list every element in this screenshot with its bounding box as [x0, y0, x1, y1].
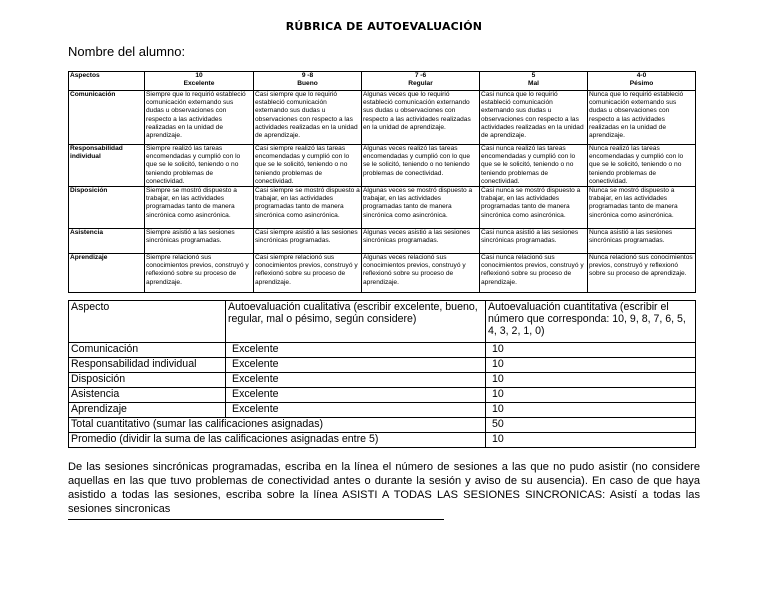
selfeval-total-row	[69, 418, 696, 433]
rubric-cell: Casi siempre asistió a las sesiones sincrónicas programadas.	[254, 229, 362, 254]
rubric-cell: Casi siempre se mostró dispuesto a trabajar, en las actividades programadas tanto de manera sincrónica como asincrónica.	[254, 187, 362, 229]
level-name: Regular	[408, 80, 433, 88]
selfeval-aspect: Responsabilidad individual	[69, 358, 226, 373]
level-score: 10	[195, 72, 203, 79]
selfeval-qualitative-field[interactable]: Excelente	[226, 358, 486, 373]
level-name: Mal	[528, 80, 539, 88]
selfeval-row-aprendizaje	[69, 403, 696, 418]
rubric-cell: Nunca realizó las tareas encomendadas y cumplió con lo que se le solicitó, teniendo o no teniendo problemas de conectividad.	[588, 145, 696, 187]
selfeval-quantitative-header: Autoevaluación cuantitativa (escribir el número que corresponda: 10, 9, 8, 7, 6, 5, 4, 3, 2, 1, 0)	[486, 301, 696, 343]
level-excelente	[145, 72, 254, 91]
rubric-cell: Nunca que lo requirió estableció comunicación externando sus dudas u observaciones con respecto a las actividades realizadas en la unidad de aprendizaje.	[588, 91, 696, 145]
level-name: Bueno	[297, 80, 318, 88]
selfeval-average-field[interactable]: 10	[486, 433, 696, 448]
instructions-paragraph: De las sesiones sincrónicas programadas, escriba en la línea el número de sesiones a las que no pudo asistir (no considere aquellas en las que tuvo problemas de conectividad antes o durante la sesión y aviso de su ausencia). En caso de que haya asistido a todas las sesiones, escriba sobre la línea ASISTI A TODAS LAS SESIONES SINCRONICAS: Asistí a todas las sesiones sincronicas	[68, 461, 700, 515]
selfeval-average-row	[69, 433, 696, 448]
rubric-cell: Siempre asistió a las sesiones sincrónicas programadas.	[145, 229, 254, 254]
rubric-aspect: Asistencia	[69, 229, 145, 254]
rubric-table	[68, 71, 696, 293]
rubric-cell: Algunas veces relacionó sus conocimientos previos, construyó y reflexionó sobre su proceso de aprendizaje.	[362, 254, 480, 293]
rubric-cell: Casi nunca realizó las tareas encomendadas y cumplió con lo que se le solicitó, teniendo o no teniendo problemas de conectividad.	[480, 145, 588, 187]
level-regular	[362, 72, 480, 91]
rubric-row-comunicacion	[69, 91, 696, 145]
answer-line[interactable]	[68, 519, 444, 520]
level-score: 9 -8	[301, 72, 314, 79]
rubric-row-disposicion	[69, 187, 696, 229]
rubric-row-asistencia	[69, 229, 696, 254]
level-bueno	[254, 72, 362, 91]
rubric-cell: Algunas veces realizó las tareas encomendadas y cumplió con lo que se le solicitó, teniendo o no teniendo problemas de conectividad.	[362, 145, 480, 187]
selfeval-quantitative-field[interactable]: 10	[486, 373, 696, 388]
rubric-aspect: Disposición	[69, 187, 145, 229]
rubric-cell: Siempre relacionó sus conocimientos previos, construyó y reflexionó sobre su proceso de aprendizaje.	[145, 254, 254, 293]
rubric-row-responsabilidad	[69, 145, 696, 187]
rubric-cell: Algunas veces que lo requirió estableció comunicación externando sus dudas u observaciones con respecto a las actividades realizadas en la unidad de aprendizaje.	[362, 91, 480, 145]
rubric-cell: Algunas veces se mostró dispuesto a trabajar, en las actividades programadas tanto de manera sincrónica como asincrónica.	[362, 187, 480, 229]
selfeval-row-asistencia	[69, 388, 696, 403]
selfeval-qualitative-field[interactable]: Excelente	[226, 388, 486, 403]
rubric-cell: Casi nunca se mostró dispuesto a trabajar, en las actividades programadas tanto de manera sincrónica como asincrónica.	[480, 187, 588, 229]
selfeval-qualitative-field[interactable]: Excelente	[226, 403, 486, 418]
selfeval-aspect: Aprendizaje	[69, 403, 226, 418]
selfeval-row-disposicion	[69, 373, 696, 388]
rubric-cell: Casi siempre que lo requirió estableció comunicación externando sus dudas u observaciones con respecto a las actividades realizadas en la unidad de aprendizaje.	[254, 91, 362, 145]
selfeval-qualitative-field[interactable]: Excelente	[226, 343, 486, 358]
rubric-cell: Casi nunca asistió a las sesiones sincrónicas programadas.	[480, 229, 588, 254]
selfeval-aspect: Comunicación	[69, 343, 226, 358]
selfeval-qualitative-header: Autoevaluación cualitativa (escribir excelente, bueno, regular, mal o pésimo, según considere)	[226, 301, 486, 343]
selfeval-quantitative-field[interactable]: 10	[486, 358, 696, 373]
rubric-cell: Casi nunca que lo requirió estableció comunicación externando sus dudas u observaciones con respecto a las actividades realizadas en la unidad de aprendizaje.	[480, 91, 588, 145]
selfeval-aspect: Asistencia	[69, 388, 226, 403]
selfeval-aspect-header: Aspecto	[69, 301, 226, 343]
selfeval-qualitative-field[interactable]: Excelente	[226, 373, 486, 388]
rubric-aspect: Comunicación	[69, 91, 145, 145]
rubric-aspect-header: Aspectos	[69, 72, 145, 91]
rubric-cell: Nunca relacionó sus conocimientos previos, construyó y reflexionó sobre su proceso de aprendizaje.	[588, 254, 696, 293]
selfeval-quantitative-field[interactable]: 10	[486, 343, 696, 358]
student-name-label: Nombre del alumno:	[68, 44, 186, 59]
selfeval-total-field[interactable]: 50	[486, 418, 696, 433]
level-mal	[480, 72, 588, 91]
selfeval-total-label: Total cuantitativo (sumar las calificaciones asignadas)	[69, 418, 486, 433]
rubric-aspect: Aprendizaje	[69, 254, 145, 293]
selfeval-quantitative-field[interactable]: 10	[486, 388, 696, 403]
rubric-cell: Siempre se mostró dispuesto a trabajar, en las actividades programadas tanto de manera sincrónica como asincrónica.	[145, 187, 254, 229]
page-title: RÚBRICA DE AUTOEVALUACIÓN	[285, 20, 483, 33]
rubric-cell: Nunca se mostró dispuesto a trabajar, en las actividades programadas tanto de manera sincrónica como asincrónica.	[588, 187, 696, 229]
level-score: 4-0	[636, 72, 647, 79]
rubric-cell: Siempre realizó las tareas encomendadas y cumplió con lo que se le solicitó, teniendo o no teniendo problemas de conectividad.	[145, 145, 254, 187]
level-pesimo	[588, 72, 696, 91]
rubric-aspect: Responsabilidad individual	[69, 145, 145, 187]
rubric-cell: Casi siempre realizó las tareas encomendadas y cumplió con lo que se le solicitó, teniendo o no teniendo problemas de conectividad.	[254, 145, 362, 187]
selfeval-average-label: Promedio (dividir la suma de las calificaciones asignadas entre 5)	[69, 433, 486, 448]
self-evaluation-table	[68, 300, 696, 448]
rubric-cell: Casi siempre relacionó sus conocimientos previos, construyó y reflexionó sobre su proceso de aprendizaje.	[254, 254, 362, 293]
rubric-row-aprendizaje	[69, 254, 696, 293]
level-name: Pésimo	[629, 80, 654, 88]
selfeval-row-comunicacion	[69, 343, 696, 358]
rubric-cell: Nunca asistió a las sesiones sincrónicas programadas.	[588, 229, 696, 254]
level-score: 7 -6	[414, 72, 427, 79]
rubric-cell: Algunas veces asistió a las sesiones sincrónicas programadas.	[362, 229, 480, 254]
selfeval-aspect: Disposición	[69, 373, 226, 388]
level-name: Excelente	[183, 80, 215, 88]
rubric-cell: Casi nunca relacionó sus conocimientos previos, construyó y reflexionó sobre su proceso de aprendizaje.	[480, 254, 588, 293]
selfeval-row-responsabilidad	[69, 358, 696, 373]
rubric-header-row	[69, 72, 696, 91]
selfeval-quantitative-field[interactable]: 10	[486, 403, 696, 418]
self-evaluation-header-row	[69, 301, 696, 343]
level-score: 5	[531, 72, 536, 79]
rubric-cell: Siempre que lo requirió estableció comunicación externando sus dudas u observaciones con respecto a las actividades realizadas en la unidad de aprendizaje.	[145, 91, 254, 145]
